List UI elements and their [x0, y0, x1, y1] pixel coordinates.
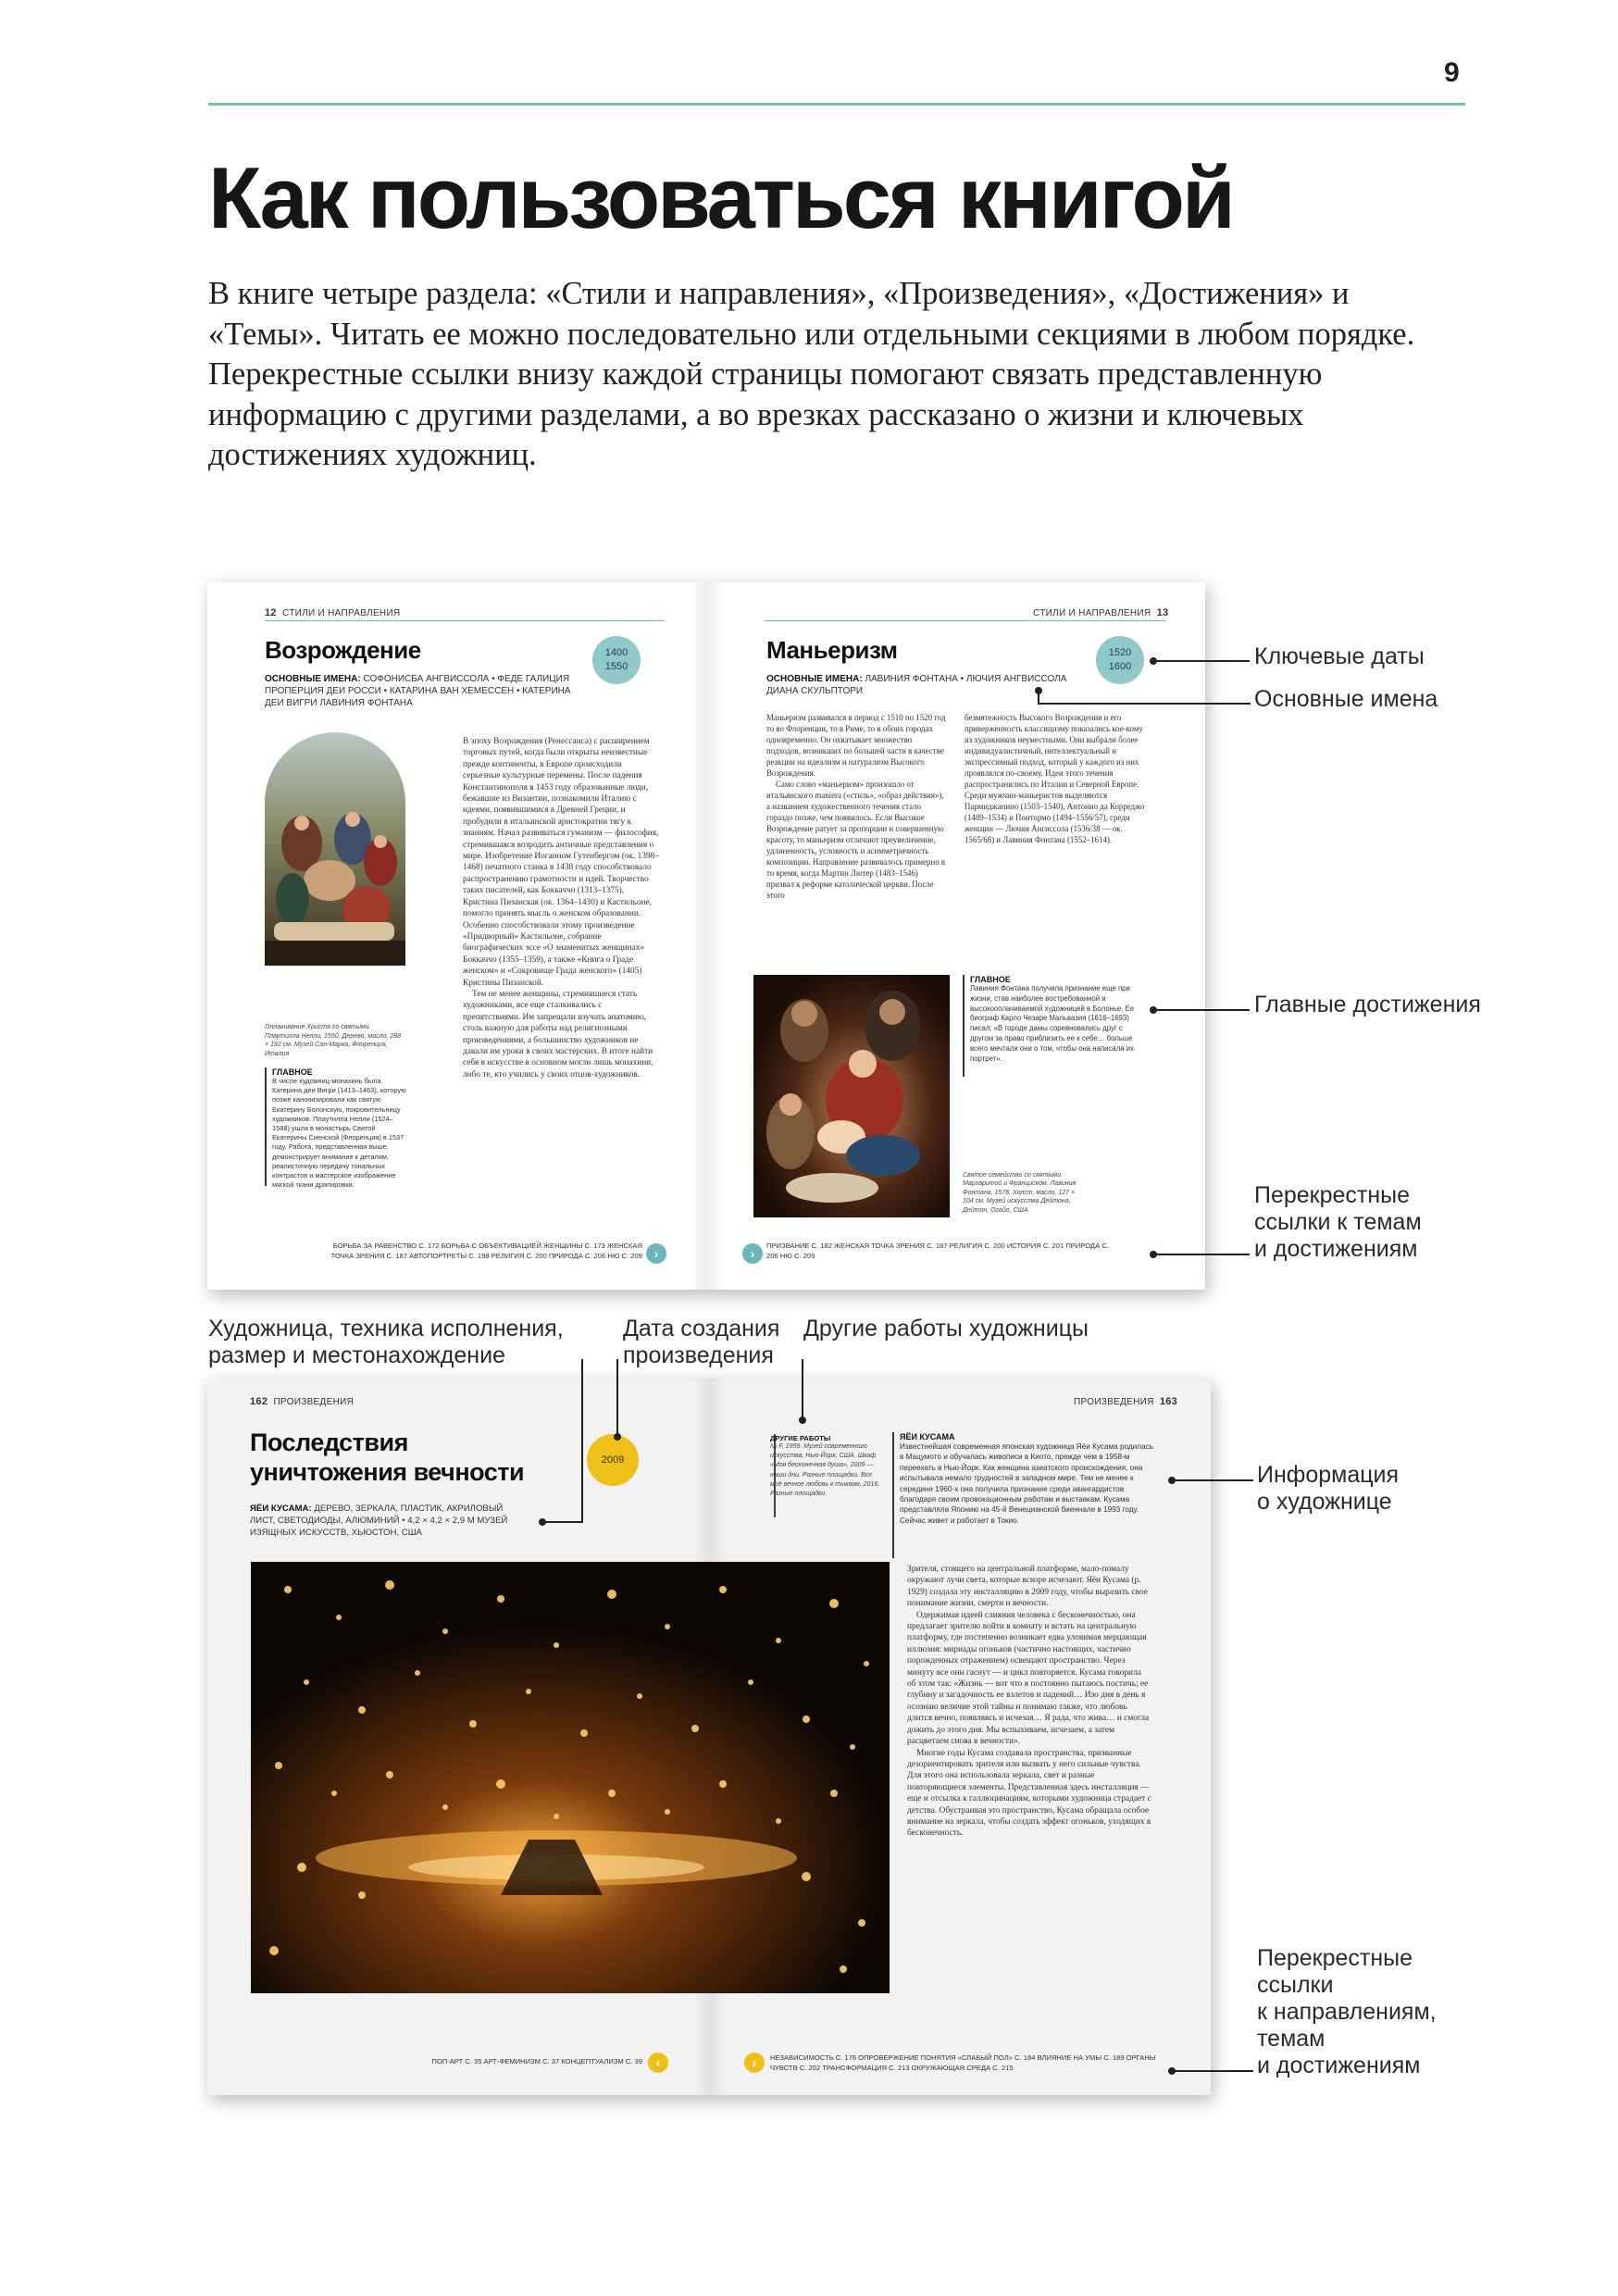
painting-lamentation: [265, 732, 405, 966]
annotation-main-names: Основные имена: [1254, 686, 1438, 712]
leader-dot: [1150, 1251, 1157, 1258]
leader-dot: [1168, 2067, 1176, 2075]
leader-line: [1153, 1254, 1250, 1255]
intro-paragraph: В книге четыре раздела: «Стили и направления», «Произведения», «Достижения» и «Темы». Читать ее можно последовательно или отдельными секциями в любом порядке. Перекрестные ссылки внизу каждой страницы помогают связать представленную информацию с другими разделами, а во врезках рассказано о жизни и ключевых достижениях художниц.: [208, 276, 1415, 472]
leader-line: [616, 1359, 618, 1437]
painting-caption: Оплакивание Христа со святыми. Плаутилла Нелли, 1550. Дерево, масло, 288 × 192 см. Музей Сан-Марко, Флоренция, Италия: [265, 1024, 401, 1057]
annotation-key-dates: Ключевые даты: [1254, 643, 1425, 669]
article-body-col1: Маньеризм развивался в период с 1510 по 1520 год то во Флоренции, то в Риме, то в обоих городах одновременно. Он охватывает множество подходов, возникших по большей части в качестве реакции на идеализм и натурализм Высокого Возрождения. Само слово «маньеризм» произошло от итальянского maniera («стиль», «образ действия»), а названием художественного течения стало гораздо позже, чем появилось. Если Высокое Возрождение ратует за пропорции и совершенную красоту, то маньеризм отличают преувеличение, удлиненность, условность и асимметричность композиции. Направление развивалось примерно в то время, когда Мартин Лютер (1483–1546) призвал к реформе католической церкви. После этого: [766, 713, 946, 900]
bio-rule: [892, 1432, 894, 1558]
leader-line: [541, 1521, 583, 1523]
annotation-other-works: Другие работы художницы: [803, 1316, 1089, 1341]
running-head-left: 162 ПРОИЗВЕДЕНИЯ: [250, 1396, 355, 1407]
annotation-cross-refs: Перекрестные ссылки к темам и достижениям: [1254, 1182, 1422, 1262]
leader-line: [581, 1359, 583, 1522]
arrow-left-icon[interactable]: ‹: [648, 2053, 668, 2073]
other-works: ДРУГИЕ РАБОТЫ № F, 1959. Музей современного искусства, Нью-Йорк, США. Шкаф «Моя бесконечная душа», 2009 — наши дни. Разные площадки. Все моё вечное любовь к тыквам, 2016. Разные площадки: [770, 1434, 880, 1498]
running-rule-left: [265, 620, 665, 621]
spread-kusama: [207, 1379, 1211, 2095]
leader-dot: [1150, 1006, 1157, 1014]
annotation-main-achievements: Главные достижения: [1254, 992, 1481, 1017]
leader-dot: [1035, 687, 1042, 694]
leader-dot: [799, 1416, 806, 1424]
arrow-right-icon[interactable]: ›: [744, 2053, 765, 2073]
article-body: Зрителя, стоящего на центральной платформе, мало-помалу окружают лучи света, которые вскоре исчезают. Яёи Кусама (р. 1929) создала эту инсталляцию в 2009 году, чтобы выразить свое понимание жизни, смерти и вечности. Одержимая идеей слияния человека с бесконечностью, она предлагает зрителю войти в комнату и встать на центральную платформу, где постепенно возникает едва уловимая мерцающая иллюзия: мириады огоньков (частично настоящих, частично порожденных отражением) освещают пространство. Через минуту все они гаснут — и цикл повторяется. Кусама говорила об этом так: «Жизнь — вот что я постоянно пытаюсь постичь; ее глубину и загадочность ее взлетов и падений… Изо дня в день я осознаю величие этой тайны и понимаю также, что любовь длится вечно, появляясь и исчезая… Я рада, что жива… и смогла дожить до этого дня. Мы вспыхиваем, исчезаем, а затем расцветаем снова в вечности». Многие годы Кусама создавала пространства, призванные дезориентировать зрителя или вызвать у него сильные чувства. Для этого она использовала зеркала, свет и разные повторяющиеся элементы. Представленная здесь инсталляция — еще и отсылка к галлюцинациям, которыми художница страдает с детства. Обустраивая это пространство, Кусама обращала особое внимание на зеркала, чтобы создать эффект огоньков, уходящих в бесконечность.: [907, 1565, 1151, 1839]
cross-references-right[interactable]: ПРИЗВАНИЕ С. 182 ЖЕНСКАЯ ТОЧКА ЗРЕНИЯ С. 187 РЕЛИГИЯ С. 200 ИСТОРИЯ С. 201 ПРИРОДА С. 206 НЮ С. 209: [766, 1242, 1109, 1260]
arrow-right-icon[interactable]: ›: [742, 1243, 763, 1264]
leader-dot: [1150, 657, 1157, 665]
main-box-rule: [265, 1067, 267, 1186]
date-badge: 1520 1600: [1096, 636, 1144, 684]
painting-holy-family: [753, 975, 950, 1217]
date-badge: 2009: [587, 1434, 639, 1486]
leader-line: [1153, 1009, 1250, 1011]
running-rule-right: [765, 620, 1166, 621]
annotation-artist-technique: Художница, техника исполнения, размер и местонахождение: [208, 1316, 564, 1368]
leader-dot: [1168, 1477, 1176, 1484]
main-names: ОСНОВНЫЕ ИМЕНА: СОФОНИСБА АНГВИССОЛА • ФЕДЕ ГАЛИЦИЯ ПРОПЕРЦИЯ ДЕИ РОССИ • КАТАРИНА ВАН ХЕМЕССЕН • КАТЕРИНА ДЕИ ВИГРИ ЛАВИНИЯ ФОНТАНА: [265, 674, 571, 708]
annotation-creation-date: Дата создания произведения: [623, 1316, 780, 1368]
article-heading: Возрождение: [265, 636, 421, 664]
leader-line: [1172, 1479, 1253, 1481]
article-heading: Маньеризм: [766, 636, 898, 664]
artist-bio: ЯЁИ КУСАМА Известнейшая современная японская художница Яёи Кусама родилась в Мацумото и обучалась живописи в Киото, прежде чем в 1958-м переехать в Нью-Йорк. Как женщина азиатского происхождения, она испытывала немало трудностей в западном мире. Тем не менее к середине 1960-х она получила признание среди авангардистов благодаря своим провокационным работам и выставкам. Кусама представляла Японию на 45-й Венецианской биеннале в 1993 году. Сейчас живет и работает в Токио.: [900, 1432, 1153, 1525]
cross-references-left[interactable]: ПОП-АРТ С. 35 АРТ-ФЕМИНИЗМ С. 37 КОНЦЕПТУАЛИЗМ С. 39: [431, 2057, 642, 2065]
annotation-cross-refs-2: Перекрестные ссылки к направлениям, темам и достижениям: [1257, 1945, 1437, 2078]
page-title: Как пользоваться книгой: [208, 149, 1233, 246]
main-box: ГЛАВНОЕ В числе художниц-монахинь была Катерина деи Вигри (1413–1463), которую позже канонизировали как святую Екатерину Болонскую, покровительницу художников. Плаутилла Нелли (1524–1588) ушла в монастырь Святой Екатерины Сиенской (Флоренция) в 1537 году. Работа, представленная выше, демонстрирует внимание к деталям, реалистичную передачу тональных контрастов и мастерское изображение мягкой ткани драпировки.: [272, 1067, 406, 1190]
main-box-rule: [963, 975, 965, 1077]
leader-line: [1038, 703, 1251, 705]
main-names: ОСНОВНЫЕ ИМЕНА: ЛАВИНИЯ ФОНТАНА • ЛЮЧИЯ АНГВИССОЛА ДИАНА СКУЛЬПТОРИ: [766, 674, 1067, 696]
running-head-right: ПРОИЗВЕДЕНИЯ 163: [1074, 1396, 1178, 1407]
annotation-artist-info: Информация о художнице: [1257, 1462, 1400, 1515]
leader-dot: [614, 1433, 621, 1441]
artwork-title: Последствия уничтожения вечности: [250, 1429, 525, 1486]
arrow-right-icon[interactable]: ›: [646, 1243, 666, 1264]
artist-info: ЯЁИ КУСАМА: ДЕРЕВО, ЗЕРКАЛА, ПЛАСТИК, АКРИЛОВЫЙ ЛИСТ, СВЕТОДИОДЫ, АЛЮМИНИЙ • 4,2 × 4,2 × 2,9 М МУЗЕЙ ИЗЯЩНЫХ ИСКУССТВ, ХЬЮСТОН, США: [250, 1504, 508, 1538]
photo-infinity-room: [251, 1562, 890, 1993]
article-body: В эпоху Возрождения (Ренессанса) с расширением торговых путей, когда были открыты неизвестные прежде континенты, в Европе происходили серьезные культурные перемены. После падения Константинополя в 1453 году образованные люди, бежавшие из Византии, познакомили Италию с идеями, появившимися в Древней Греции, и пробудили в итальянской аристократии тягу к знаниям. Начал развиваться гуманизм — философия, стремившаяся возродить античные представления о мире. Изобретение Иоганном Гутенбергом (ок. 1398–1468) печатного станка в 1438 году способствовало распространению грамотности и идей. Творчество таких писателей, как Боккаччо (1313–1375), Кристина Пизанская (ок. 1364–1430) и Кастильоне, помогло принять мысль о женском образовании. Особенно способствовали этому произведение «Придворный» Кастильоне, собрание биографических эссе «О знаменитых женщинах» Боккаччо (1355–1359), а также «Книга о Граде женском» и «Сокровище Града женского» (1405) Кристины Пизанской. Тем не менее женщины, стремившиеся стать художниками, все еще сталкивались с препятствиями. Им запрещали изучать анатомию, столь важную для работы над религиозными произведениями, а большинство художников не давали им уроки в своих мастерских. В итоге найти себя в искусстве в основном могли лишь монахини, либо те, кто учились у своих отцов-художников.: [463, 737, 659, 1079]
cross-references-left[interactable]: БОРЬБА ЗА РАВЕНСТВО С. 172 БОРЬБА С ОБЪЕКТИВАЦИЕЙ ЖЕНЩИНЫ С. 173 ЖЕНСКАЯ ТОЧКА ЗРЕНИЯ С. 187 АВТОПОРТРЕТЫ С. 198 РЕЛИГИЯ С. 200 ПРИРОДА С. 206 НЮ С. 209: [330, 1242, 642, 1260]
painting-caption: Святое семейство со святыми Маргаритой и Франциском. Лавиния Фонтана, 1578. Холст, масло, 127 × 104 см. Музей искусства Дейтона, Дейтон, Огайо, США: [963, 1172, 1077, 1214]
leader-dot: [539, 1518, 546, 1526]
spread-renaissance-mannerism: [207, 582, 1205, 1290]
page-number: 9: [1444, 57, 1460, 88]
running-head-left: 12 СТИЛИ И НАПРАВЛЕНИЯ: [265, 607, 401, 618]
leader-line: [1153, 660, 1250, 662]
leader-line: [1172, 2070, 1253, 2072]
spread-fold: [691, 582, 722, 1290]
header-rule: [208, 103, 1465, 106]
leader-line: [802, 1359, 803, 1420]
date-badge: 1400 1550: [592, 636, 641, 684]
cross-references-right[interactable]: НЕЗАВИСИМОСТЬ С. 176 ОПРОВЕРЖЕНИЕ ПОНЯТИЯ «СЛАБЫЙ ПОЛ» С. 184 ВЛИЯНИЕ НА УМЫ С. 189 ОРГАНЫ ЧУВСТВ С. 202 ТРАНСФОРМАЦИЯ С. 213 ОКРУЖАЮЩАЯ СРЕДА С. 215: [770, 2053, 1156, 2072]
article-body-col2: безмятежность Высокого Возрождения и его приверженность классицизму показались кое-кому из художников неуместными. Они выбрали более индивидуалистичный, интеллектуальный и экспрессивный подход, который у каждого из них проявлялся по-своему. Идеи этого течения распространились по Италии и Северной Европе. Среди мужчин-маньеристов выделяются Пармиджанино (1503–1540), Антонио да Корреджо (1489–1534) и Понтормо (1494–1556/57), среди женщин — Лючия Ангиссола (1536/38 — ок. 1565/68) и Лавиния Фонтана (1552–1614).: [965, 713, 1145, 844]
running-head-right: СТИЛИ И НАПРАВЛЕНИЯ 13: [1033, 607, 1169, 618]
main-box: ГЛАВНОЕ Лавиния Фонтана получила признание еще при жизни, став наиболее востребованной и высокооплачиваемой художницей в Болонье. Ее биограф Карло Чезаре Мальвазия (1616–1693) писал: «В городе дамы соревновались друг с другом за право приблизить ее к себе… больше всего мечтали они о том, чтобы она написала их портрет».: [970, 975, 1135, 1063]
